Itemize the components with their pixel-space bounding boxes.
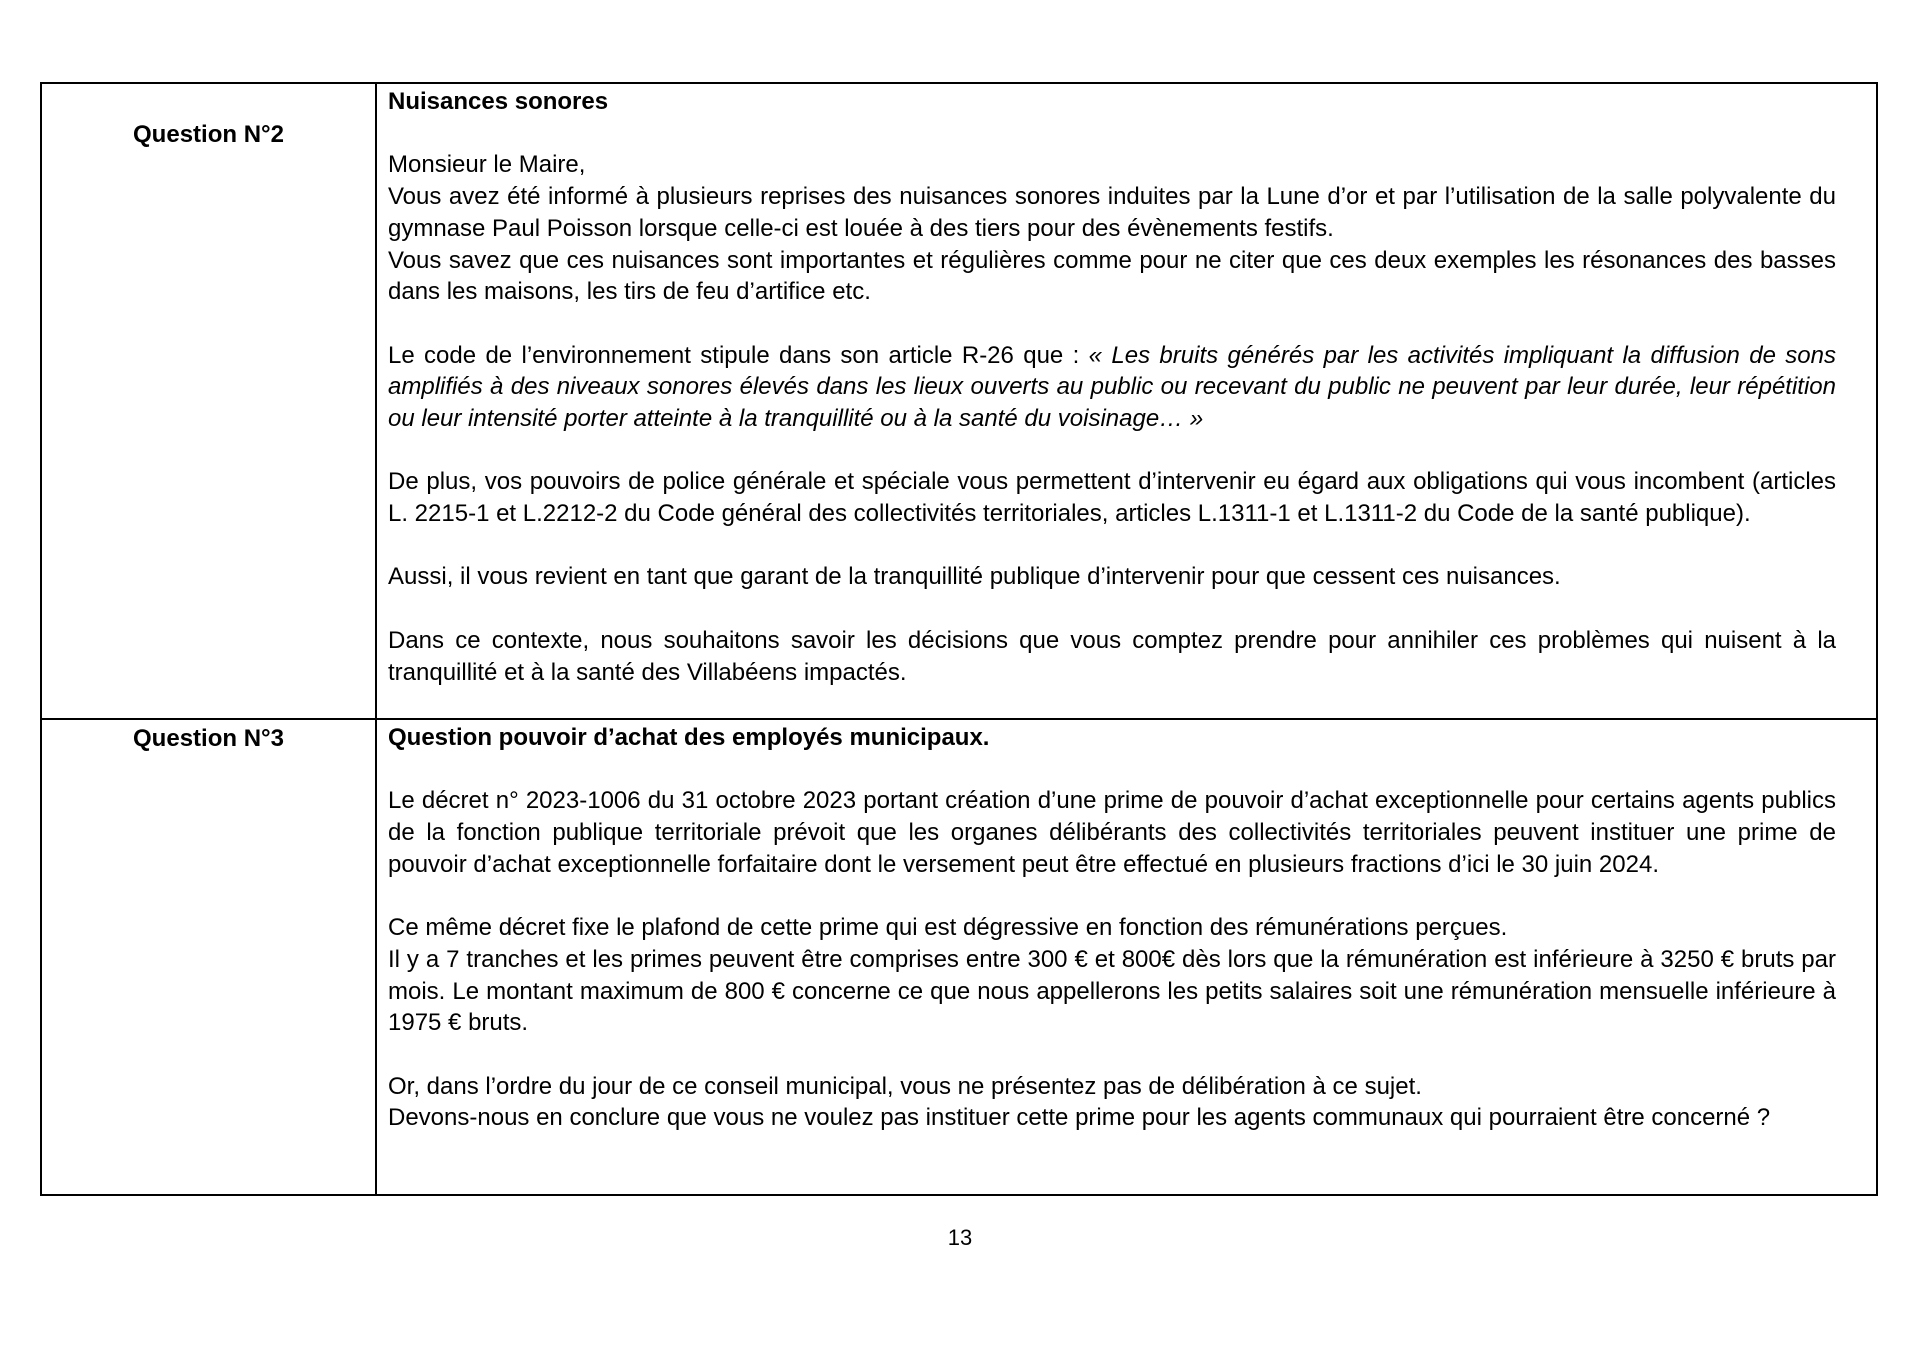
- text-run: Or, dans l’ordre du jour de ce conseil municipal, vous ne présentez pas de délibération à ce sujet.: [388, 1072, 1422, 1100]
- paragraph: [388, 1071, 1836, 1103]
- question-label-cell: [42, 84, 377, 718]
- paragraph: [388, 785, 1836, 880]
- text-run: Vous avez été informé à plusieurs reprises des nuisances sonores induites par la Lune d’or et par l’utilisation de la salle polyvalente du gymnase Paul Poisson lorsque celle-ci est louée à des tiers pour des évènements festifs.: [388, 183, 1836, 242]
- text-run: Ce même décret fixe le plafond de cette prime qui est dégressive en fonction des rémunérations perçues.: [388, 914, 1508, 942]
- blank-line: [388, 530, 1836, 562]
- question-label: Question N°2: [133, 121, 284, 148]
- paragraph: [388, 340, 1836, 435]
- paragraph: [388, 181, 1836, 244]
- text-run: Aussi, il vous revient en tant que garant de la tranquillité publique d’intervenir pour que cessent ces nuisances.: [388, 563, 1561, 591]
- question-label-cell: [42, 720, 377, 1194]
- table-row: [42, 718, 1876, 1194]
- blank-line: [388, 435, 1836, 467]
- paragraph: [388, 1102, 1836, 1134]
- paragraph: [388, 245, 1836, 308]
- blank-line: [388, 118, 1836, 150]
- paragraph: [388, 625, 1836, 688]
- blank-line: [388, 593, 1836, 625]
- questions-table: [40, 82, 1878, 1196]
- paragraph: [388, 149, 1836, 181]
- text-run: Le décret n° 2023-1006 du 31 octobre 2023 portant création d’une prime de pouvoir d’achat exceptionnelle pour certains agents publics de la fonction publique territoriale prévoit que les organes délibérants des collectivités territoriales peuvent instituer une prime de pouvoir d’achat exceptionnelle forfaitaire dont le versement peut être effectué en plusieurs fractions d’ici le 30 juin 2024.: [388, 787, 1836, 878]
- text-run: Nuisances sonores: [388, 88, 609, 115]
- text-run: Monsieur le Maire,: [388, 151, 586, 179]
- question-label: Question N°3: [133, 725, 284, 752]
- question-content-cell: [377, 720, 1876, 1194]
- blank-line: [388, 881, 1836, 913]
- paragraph: [388, 466, 1836, 529]
- text-run: Le code de l’environnement stipule dans son article R-26 que :: [388, 341, 1089, 369]
- question-title: [388, 86, 1836, 118]
- paragraph: [388, 944, 1836, 1039]
- text-run: Devons-nous en conclure que vous ne voulez pas instituer cette prime pour les agents communaux qui pourraient être concerné ?: [388, 1104, 1771, 1132]
- text-run: Question pouvoir d’achat des employés municipaux.: [388, 724, 990, 751]
- paragraph: [388, 912, 1836, 944]
- question-content-cell: [377, 84, 1876, 718]
- text-run: « Les bruits générés par les activités impliquant la diffusion de sons amplifiés à des niveaux sonores élevés dans les lieux ouverts au public ou recevant du public ne peuvent par leur durée, leur répétition ou leur intensité porter atteinte à la tranquillité ou à la santé du voisinage… »: [388, 341, 1836, 432]
- blank-line: [388, 308, 1836, 340]
- text-run: Vous savez que ces nuisances sont importantes et régulières comme pour ne citer que ces deux exemples les résonances des basses dans les maisons, les tirs de feu d’artifice etc.: [388, 246, 1836, 306]
- blank-line: [388, 754, 1836, 786]
- page-number: 13: [947, 1225, 973, 1250]
- text-run: Il y a 7 tranches et les primes peuvent être comprises entre 300 € et 800€ dès lors que la rémunération est inférieure à 3250 € bruts par mois. Le montant maximum de 800 € concerne ce que nous appellerons les petits salaires soit une rémunération mensuelle inférieure à 1975 € bruts.: [388, 945, 1836, 1037]
- paragraph: [388, 561, 1836, 593]
- question-title: [388, 722, 1836, 754]
- table-row: [42, 84, 1876, 718]
- text-run: Dans ce contexte, nous souhaitons savoir les décisions que vous comptez prendre pour annihiler ces problèmes qui nuisent à la tranquillité et à la santé des Villabéens impactés.: [388, 626, 1836, 686]
- text-run: De plus, vos pouvoirs de police générale et spéciale vous permettent d’intervenir eu égard aux obligations qui vous incombent (articles L. 2215-1 et L.2212-2 du Code général des collectivités territoriales, articles L.1311-1 et L.1311-2 du Code de la santé publique).: [388, 468, 1836, 528]
- blank-line: [388, 1039, 1836, 1071]
